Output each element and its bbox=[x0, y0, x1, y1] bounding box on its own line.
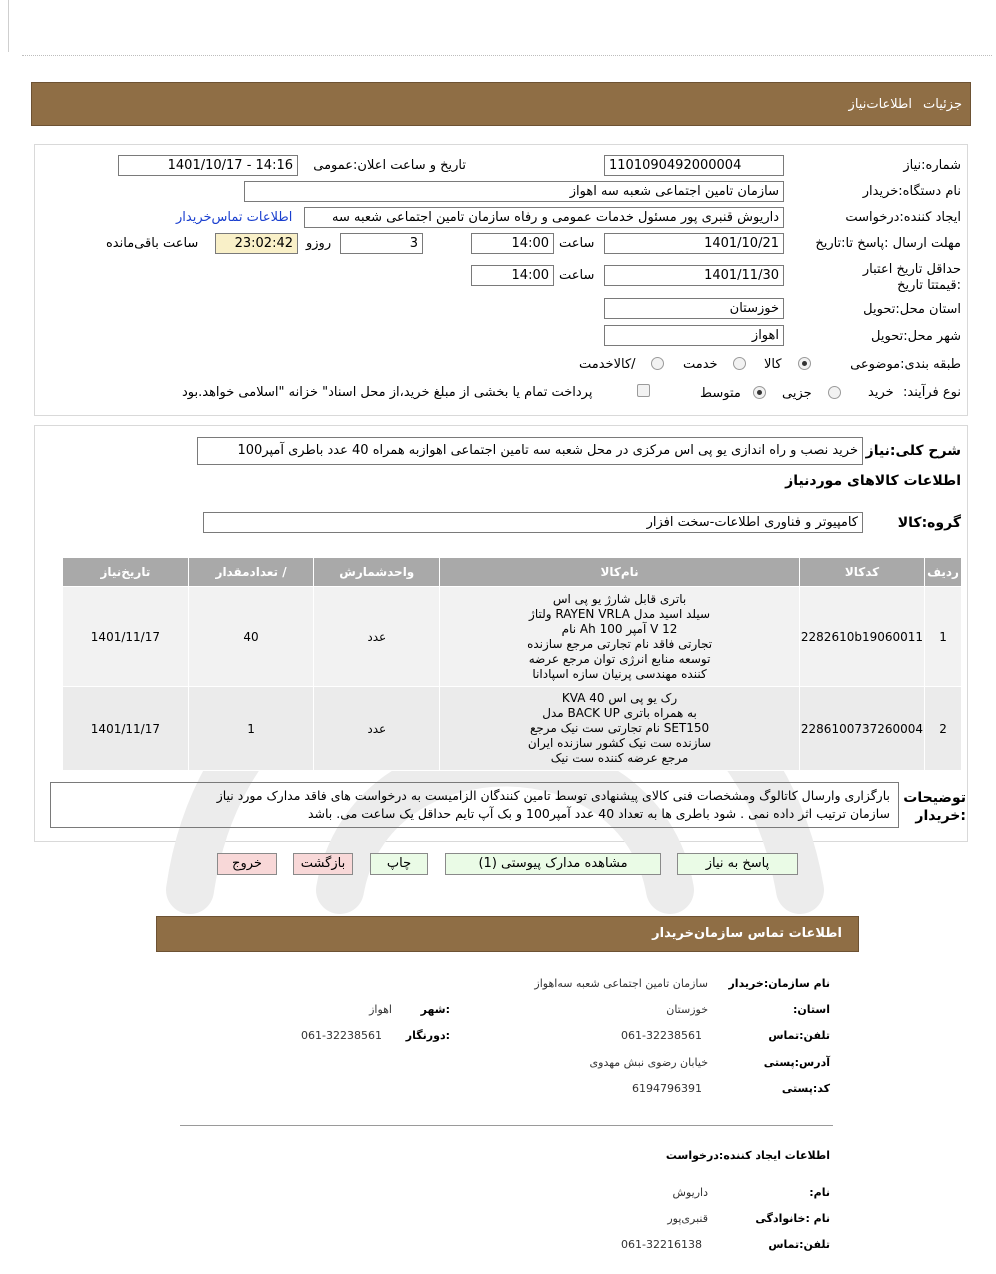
item-name-line: کننده مهندسی پرنیان سازه اسپادانا bbox=[532, 666, 707, 681]
goods-group-label: گروه:کالا bbox=[897, 515, 961, 531]
contact-postal-value: 6194796391 bbox=[632, 1082, 702, 1095]
table-row bbox=[63, 587, 962, 687]
contact-province-value: خوزستان bbox=[666, 1003, 708, 1016]
creator-info-title: اطلاعات ایجاد کننده:درخواست bbox=[665, 1149, 830, 1162]
city-label: شهر محل:تحویل bbox=[871, 329, 961, 344]
cell-row: 2 bbox=[925, 687, 962, 771]
goods-group-field: کامپیوتر و فناوری اطلاعات-سخت افزار bbox=[203, 512, 863, 533]
process-medium-label: متوسط bbox=[700, 386, 741, 401]
remaining-label: ساعت باقی‌مانده bbox=[106, 236, 199, 251]
buyer-contact-link[interactable]: اطلاعات تماس‌خریدار bbox=[176, 210, 293, 225]
contact-org-value: سازمان تامین اجتماعی شعبه سه‌اهواز bbox=[534, 977, 708, 990]
notes-line: بارگزاری وارسال کاتالوگ ومشخصات فنی کالای پیشنهادی توسط تامین کنندگان الزامیست به درخواست های فاقد مدارک مورد نیاز bbox=[216, 788, 890, 803]
contact-postal-label: کد:پستی bbox=[781, 1082, 830, 1095]
category-service-label: خدمت bbox=[683, 357, 718, 372]
cell-date: 1401/11/17 bbox=[63, 687, 189, 771]
announce-date-label: تاریخ و ساعت اعلان:عمومی bbox=[313, 158, 466, 173]
creator-phone-value: 061-32216138 bbox=[621, 1238, 702, 1251]
creator-name-label: نام: bbox=[809, 1186, 830, 1199]
item-name-line: باتری قابل شارژ یو پی اس bbox=[552, 591, 687, 606]
treasury-payment-checkbox[interactable] bbox=[637, 384, 650, 397]
breadcrumb-info[interactable]: اطلاعات‌نیاز bbox=[848, 97, 912, 112]
col-row: ردیف bbox=[925, 558, 962, 587]
contact-address-label: آدرس:پستی bbox=[763, 1056, 830, 1069]
cell-name bbox=[440, 687, 800, 771]
contact-address-value: خیابان رضوی نبش مهدوی bbox=[589, 1056, 708, 1069]
validity-time-field: 14:00 bbox=[471, 265, 554, 286]
contact-divider bbox=[180, 1125, 833, 1126]
cell-code: 2286100737260004 bbox=[799, 687, 924, 771]
cell-qty: 1 bbox=[188, 687, 314, 771]
col-code: کدکالا bbox=[799, 558, 924, 587]
contact-title: اطلاعات تماس سازمان‌خریدار bbox=[652, 926, 842, 941]
creator-field: داریوش قنبری پور مسئول خدمات عمومی و رفاه سازمان تامین اجتماعی شعبه سه bbox=[304, 207, 784, 228]
validity-date-field: 1401/11/30 bbox=[604, 265, 784, 286]
cell-unit: عدد bbox=[314, 587, 440, 687]
contact-phone-value: 061-32238561 bbox=[621, 1029, 702, 1042]
province-field: خوزستان bbox=[604, 298, 784, 319]
contact-org-label: نام سازمان:خریدار bbox=[728, 977, 830, 990]
process-partial-radio[interactable] bbox=[828, 386, 841, 399]
deadline-time-field: 14:00 bbox=[471, 233, 554, 254]
back-button[interactable]: بازگشت bbox=[293, 853, 353, 875]
left-border-line bbox=[8, 0, 9, 52]
exit-button[interactable]: خروج bbox=[217, 853, 277, 875]
description-label: شرح کلی:نیاز bbox=[865, 443, 961, 459]
category-both-label: /کالاخدمت bbox=[579, 357, 636, 372]
need-number-field: 1101090492000004 bbox=[604, 155, 784, 176]
cell-name bbox=[440, 587, 800, 687]
days-label: روزو bbox=[306, 236, 332, 251]
days-field: 3 bbox=[340, 233, 423, 254]
validity-label: حداقل تاریخ اعتبار :قیمتتا تاریخ bbox=[862, 262, 961, 293]
attachments-button[interactable]: مشاهده مدارک پیوستی (1) bbox=[445, 853, 661, 875]
category-label: طبقه بندی:موضوعی bbox=[850, 357, 961, 372]
notes-box bbox=[50, 782, 899, 828]
process-partial-label: جزیی bbox=[782, 386, 812, 401]
top-dotted-divider bbox=[22, 55, 992, 56]
deadline-date-field: 1401/10/21 bbox=[604, 233, 784, 254]
reply-button[interactable]: پاسخ به نیاز bbox=[677, 853, 798, 875]
items-table bbox=[62, 557, 962, 771]
item-name-line: سازنده ست نیک کشور سازنده ایران bbox=[527, 736, 712, 750]
col-unit: واحدشمارش bbox=[314, 558, 440, 587]
contact-city-label: :شهر bbox=[420, 1003, 450, 1016]
province-label: استان محل:تحویل bbox=[863, 302, 961, 317]
process-buy-label: خرید bbox=[868, 385, 894, 400]
table-row bbox=[63, 687, 962, 771]
contact-fax-label: :دورنگار bbox=[405, 1029, 450, 1042]
creator-name-value: داریوش bbox=[672, 1186, 708, 1199]
item-name-line: SET150 نام تجارتی ست نیک مرجع bbox=[529, 721, 710, 735]
contact-city-value: اهواز bbox=[369, 1003, 392, 1016]
breadcrumb-details[interactable]: جزئیات bbox=[923, 97, 962, 112]
notes-label-2: :خریدار bbox=[915, 808, 966, 824]
creator-family-value: قنبری‌پور bbox=[667, 1212, 708, 1225]
contact-fax-value: 061-32238561 bbox=[301, 1029, 382, 1042]
contact-phone-label: تلفن:تماس bbox=[768, 1029, 830, 1042]
cell-row: 1 bbox=[925, 587, 962, 687]
treasury-payment-text: پرداخت تمام یا بخشی از مبلغ خرید،از محل اسناد" خزانه "اسلامی خواهد.بود bbox=[182, 385, 593, 400]
category-service-radio[interactable] bbox=[733, 357, 746, 370]
cell-code: 2282610b19060011 bbox=[799, 587, 924, 687]
buyer-org-field: سازمان تامین اجتماعی شعبه سه اهواز bbox=[244, 181, 784, 202]
cell-unit: عدد bbox=[314, 687, 440, 771]
deadline-hour-label: ساعت bbox=[559, 236, 595, 251]
item-name-line: 12 V آمپر 100 Ah نام bbox=[561, 621, 678, 636]
goods-info-title: اطلاعات کالاهای موردنیاز bbox=[785, 473, 961, 489]
validity-hour-label: ساعت bbox=[559, 268, 595, 283]
print-button[interactable]: چاپ bbox=[370, 853, 428, 875]
item-name-line: توسعه منابع انرژی توان مرجع عرضه bbox=[528, 651, 711, 666]
item-name-line: مرجع عرضه کننده ست نیک bbox=[550, 751, 689, 765]
item-name-line: تجارتی فاقد نام تجارتی مرجع سازنده bbox=[527, 636, 713, 651]
city-field: اهواز bbox=[604, 325, 784, 346]
col-qty: / تعدادمقدار bbox=[188, 558, 314, 587]
deadline-label: مهلت ارسال :پاسخ تا:تاریخ bbox=[815, 236, 961, 251]
process-label: نوع فرآیند: bbox=[903, 385, 961, 400]
notes-line: سازمان ترتیب اثر داده نمی . شود باطری ها به تعداد 40 عدد آمپر100 و بک آپ تایم حداقل یک ساعت می. باشد bbox=[307, 806, 890, 821]
description-field: خرید نصب و راه اندازی یو پی اس مرکزی در محل شعبه سه تامین اجتماعی اهوازبه همراه 40 عدد باطری آمپر100 bbox=[197, 437, 863, 465]
category-goods-radio[interactable] bbox=[798, 357, 811, 370]
col-date: تاریخ‌نیاز bbox=[63, 558, 189, 587]
item-name-line: به همراه باتری BACK UP مدل bbox=[542, 706, 697, 720]
item-name-line: رک یو پی اس 40 KVA bbox=[561, 691, 678, 705]
announce-date-field: 1401/10/17 - 14:16 bbox=[118, 155, 298, 176]
page-header-bar bbox=[31, 82, 971, 126]
category-both-radio[interactable] bbox=[651, 357, 664, 370]
category-goods-label: کالا bbox=[764, 357, 782, 372]
creator-phone-label: تلفن:تماس bbox=[768, 1238, 830, 1251]
process-medium-radio[interactable] bbox=[753, 386, 766, 399]
need-number-label: شماره:نیاز bbox=[903, 158, 961, 173]
cell-date: 1401/11/17 bbox=[63, 587, 189, 687]
remaining-time-field: 23:02:42 bbox=[215, 233, 298, 254]
contact-header-bar bbox=[156, 916, 859, 952]
contact-province-label: استان: bbox=[793, 1003, 830, 1016]
item-name-line: سیلد اسید مدل RAYEN VRLA ولتاژ bbox=[529, 606, 711, 621]
creator-family-label: نام :خانوادگی bbox=[755, 1212, 830, 1225]
notes-label-1: توضیحات bbox=[903, 790, 966, 806]
creator-label: ایجاد کننده:درخواست bbox=[845, 210, 961, 225]
cell-qty: 40 bbox=[188, 587, 314, 687]
buyer-org-label: نام دستگاه:خریدار bbox=[862, 184, 961, 199]
col-name: نام‌کالا bbox=[440, 558, 800, 587]
